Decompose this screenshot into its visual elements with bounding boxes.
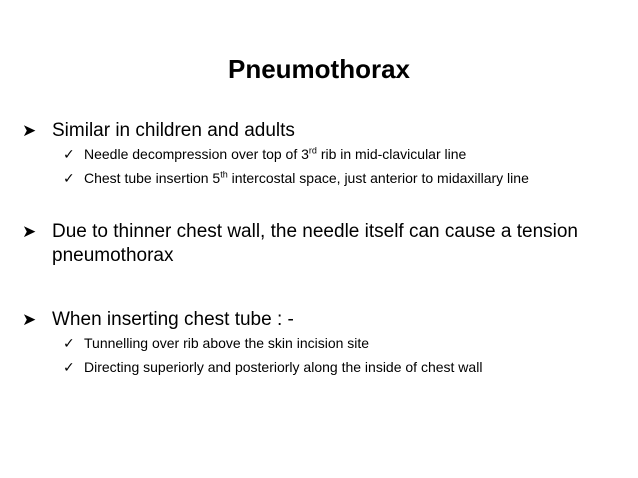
ordinal-suffix: rd xyxy=(308,145,317,156)
sub-bullet-text: Tunnelling over rib above the skin incision site xyxy=(84,335,370,351)
bullet-text-line1: Due to thinner chest wall, the needle itself can cause a tension xyxy=(52,221,578,242)
checkmark-icon: ✓ xyxy=(63,359,75,375)
bullet-text-line2: pneumothorax xyxy=(52,245,174,266)
bullet-text: Similar in children and adults xyxy=(52,120,295,141)
sub-bullet-text: Needle decompression over top of 3 xyxy=(84,146,309,162)
sub-bullet-text-rest: intercostal space, just anterior to midaxillary line xyxy=(227,170,529,186)
sub-bullet-text: Chest tube insertion 5 xyxy=(84,170,221,186)
arrow-bullet-icon: ➤ xyxy=(22,121,37,140)
arrow-bullet-icon: ➤ xyxy=(22,222,37,241)
checkmark-icon: ✓ xyxy=(63,170,75,186)
sub-bullet-text-rest: rib in mid-clavicular line xyxy=(316,146,467,162)
slide-title: Pneumothorax xyxy=(227,54,411,84)
arrow-bullet-icon: ➤ xyxy=(22,310,37,329)
bullet-text: When inserting chest tube : - xyxy=(52,309,294,330)
ordinal-suffix: th xyxy=(220,169,228,180)
checkmark-icon: ✓ xyxy=(63,335,75,351)
sub-bullet-text: Directing superiorly and posteriorly along the inside of chest wall xyxy=(84,359,483,375)
checkmark-icon: ✓ xyxy=(63,146,75,162)
